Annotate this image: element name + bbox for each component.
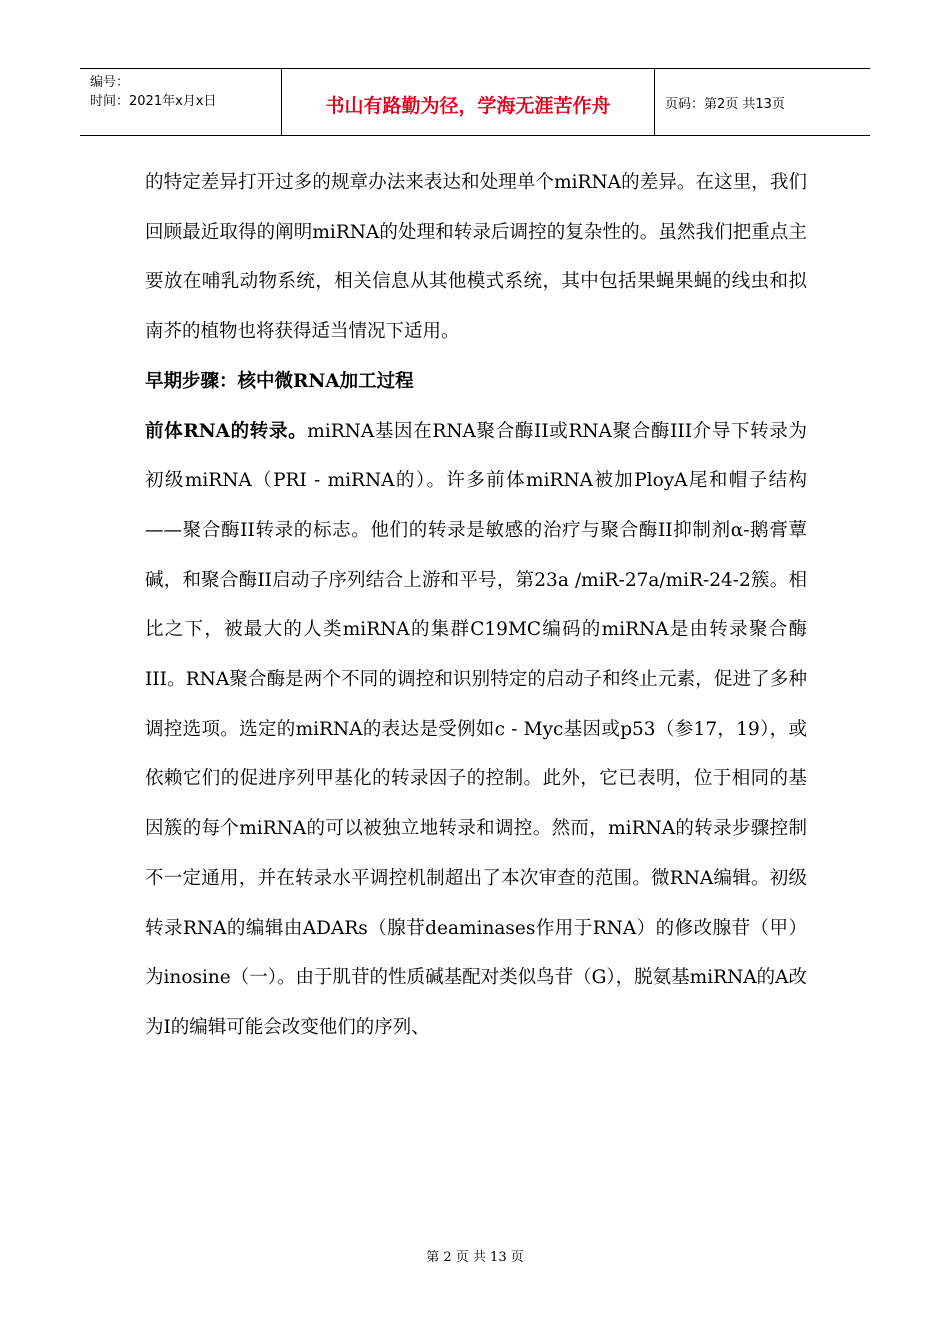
paragraph-text: miRNA基因在RNA聚合酶II或RNA聚合酶III介导下转录为初级miRNA（PRI - miRNA的）。许多前体miRNA被加PloyA尾和帽子结构——聚合酶II转录的标志。他们的转录是敏感的治疗与聚合酶II抑制剂α-鹅膏蕈碱，和聚合酶II启动子序列结合上游和平号，第23a /miR-27a/miR-24-2簇。相比之下，被最大的人类miRNA的集群C19MC编码的miRNA是由转录聚合酶III。RNA聚合酶是两个不同的调控和识别特定的启动子和终止元素，促进了多种调控选项。选定的miRNA的表达是受例如c - Myc基因或p53（参17，19），或依赖它们的促进序列甲基化的转录因子的控制。此外，它已表明，位于相同的基因簇的每个miRNA的可以被独立地转录和调控。然而，miRNA的转录步骤控制不一定通用，并在转录水平调控机制超出了本次审查的范围。微RNA编辑。初级转录RNA的编辑由ADARs（腺苷deaminases作用于RNA）的修改腺苷（甲）为inosine（一）。由于肌苷的性质碱基配对类似鸟苷（G），脱氨基miRNA的A改为I的编辑可能会改变他们的序列、 [145, 420, 808, 1038]
document-time-label: 时间：2021年x月x日 [90, 94, 217, 109]
paragraph-lead: 前体RNA的转录。 [145, 420, 308, 442]
page-header [80, 68, 870, 136]
paragraph-intro: 的特定差异打开过多的规章办法来表达和处理单个miRNA的差异。在这里，我们回顾最近取得的阐明miRNA的处理和转录后调控的复杂性的。虽然我们把重点主要放在哺乳动物系统，相关信息从其他模式系统，其中包括果蝇果蝇的线虫和拟南芥的植物也将获得适当情况下适用。 [145, 172, 807, 343]
document-body [145, 158, 807, 1053]
page-footer: 第 2 页 共 13 页 [426, 1250, 524, 1265]
paragraph-transcription [145, 407, 807, 1053]
header-meta [80, 69, 282, 135]
header-motto: 书山有路勤为径，学海无涯苦作舟 [282, 69, 655, 135]
document-number-label: 编号： [90, 75, 130, 90]
header-page-info: 页码：第2页 共13页 [665, 96, 785, 112]
section-heading: 早期步骤：核中微RNA加工过程 [145, 370, 414, 392]
